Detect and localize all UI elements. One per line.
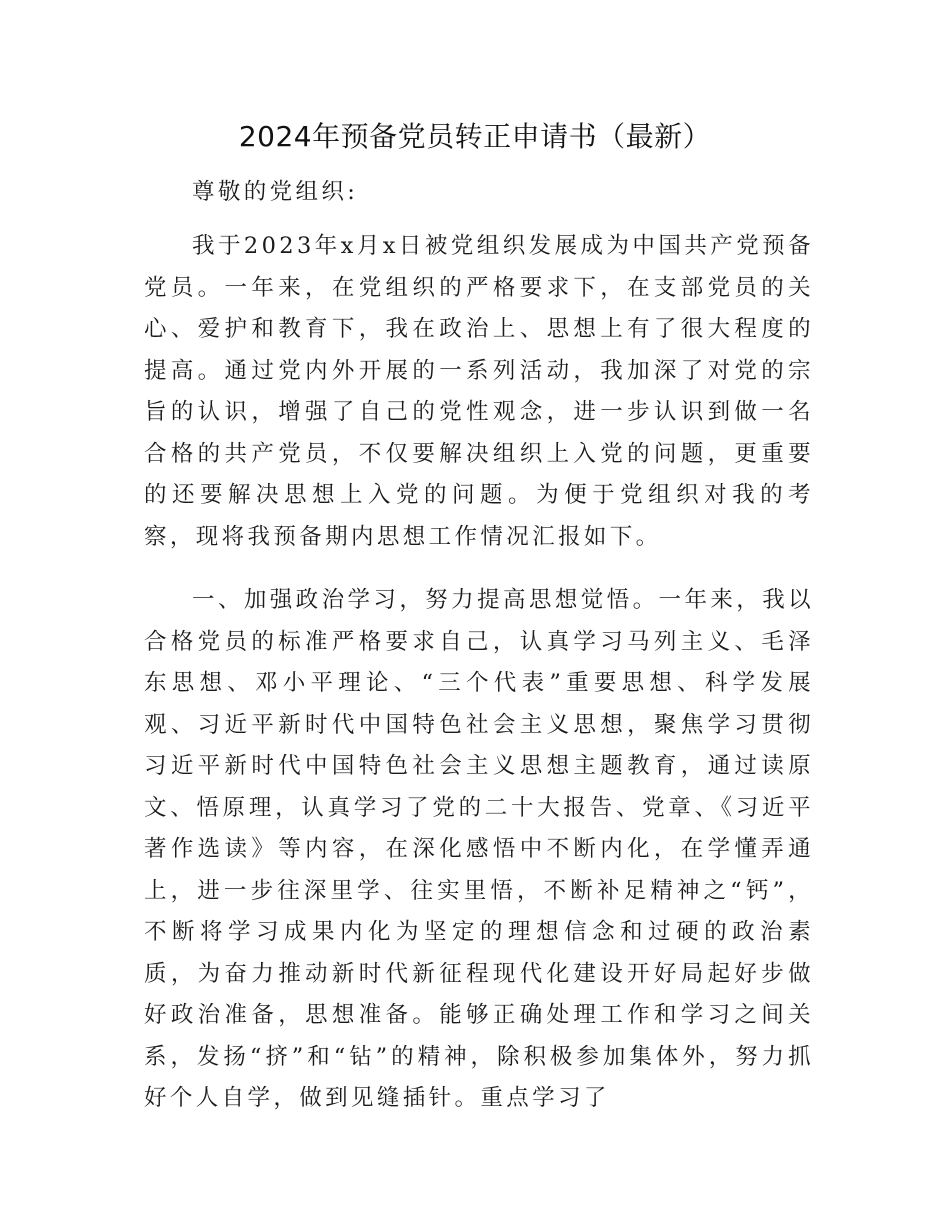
salutation: 尊敬的党组织:	[192, 179, 359, 205]
paragraph-2: 一、加强政治学习，努力提高思想觉悟。一年来，我以合格党员的标准严格要求自己，认真学习马列主义、毛泽东思想、邓小平理论、“三个代表”重要思想、科学发展观、习近平新时代中国特色社会主义思想，聚焦学习贯彻习近平新时代中国特色社会主义思想主题教育，通过读原文、悟原理，认真学习了党的二十大报告、党章、《习近平著作选读》等内容，在深化感悟中不断内化，在学懂弄通上，进一步往深里学、往实里悟，不断补足精神之“钙”，不断将学习成果内化为坚定的理想信念和过硬的政治素质，为奋力推动新时代新征程现代化建设开好局起好步做好政治准备，思想准备。能够正确处理工作和学习之间关系，发扬“挤”和“钻”的精神，除积极参加集体外，努力抓好个人自学，做到见缝插针。重点学习了	[144, 587, 814, 1111]
document-title: 2024年预备党员转正申请书（最新）	[238, 120, 712, 153]
paragraph-1: 我于2023年x月x日被党组织发展成为中国共产党预备党员。一年来，在党组织的严格要求下，在支部党员的关心、爱护和教育下，我在政治上、思想上有了很大程度的提高。通过党内外开展的一系列活动，我加深了对党的宗旨的认识，增强了自己的党性观念，进一步认识到做一名合格的共产党员，不仅要解决组织上入党的问题，更重要的还要解决思想上入党的问题。为便于党组织对我的考察，现将我预备期内思想工作情况汇报如下。	[144, 233, 814, 550]
